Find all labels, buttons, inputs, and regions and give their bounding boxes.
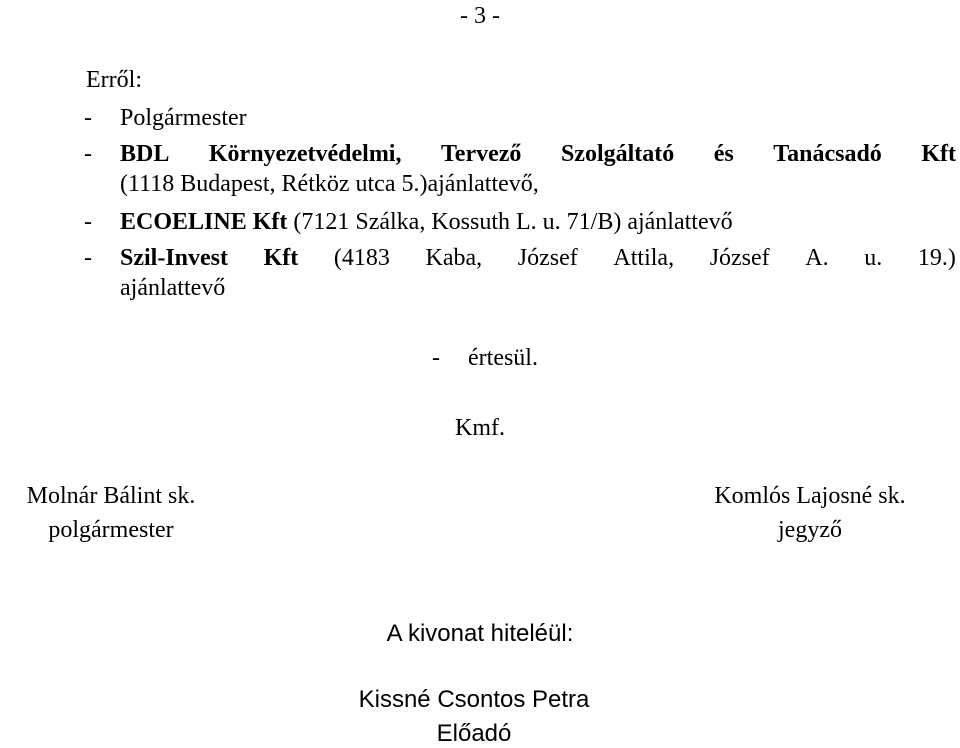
recipient-address: (7121 Szálka, Kossuth L. u. 71/B) ajánlattevő — [293, 209, 733, 235]
list-item — [0, 210, 960, 236]
certification-label: A kivonat hiteléül: — [386, 620, 574, 647]
recipient-address-part: József — [709, 245, 770, 271]
certification-title: Előadó — [436, 720, 512, 747]
recipient-address-part: u. — [864, 245, 883, 271]
list-bullet: - — [84, 245, 92, 271]
list-item — [0, 106, 960, 132]
recipient-address-part: 19.) — [917, 245, 956, 271]
list-item — [0, 246, 960, 272]
recipient-name: Polgármester — [120, 105, 247, 131]
notary-signature-name: Komlós Lajosné sk. — [714, 483, 906, 509]
recipient-address-part: A. — [805, 245, 829, 271]
recipient-address-part: (4183 — [333, 245, 390, 271]
list-bullet: - — [84, 209, 92, 235]
recipient-name-part: Környezetvédelmi, — [208, 141, 402, 167]
recipient-name-part: Szolgáltató — [560, 141, 675, 167]
recipient-address-part: Attila, — [613, 245, 675, 271]
kmf-label: Kmf. — [455, 415, 505, 441]
recipient-name-part: Szil-Invest — [120, 245, 228, 271]
list-item — [0, 142, 960, 168]
recipient-name-part: Tervező — [441, 141, 522, 167]
list-bullet: - — [84, 141, 92, 167]
recipient-address-continued: ajánlattevő — [120, 275, 226, 301]
certification-name: Kissné Csontos Petra — [358, 686, 590, 713]
recipient-line — [120, 210, 733, 234]
recipient-name: ECOELINE Kft — [120, 209, 288, 235]
list-bullet: - — [84, 105, 92, 131]
recipient-name-part: BDL — [120, 141, 170, 167]
recipient-name-part: Tanácsadó — [773, 141, 882, 167]
distribution-label: Erről: — [86, 67, 142, 93]
mayor-signature-name: Molnár Bálint sk. — [26, 483, 196, 509]
recipient-address: (1118 Budapest, Rétköz utca 5.)ajánlattevő, — [120, 171, 539, 197]
notify-text: értesül. — [468, 345, 538, 371]
page-number: - 3 - — [460, 3, 500, 29]
recipient-name-part: és — [713, 141, 734, 167]
mayor-signature-title: polgármester — [48, 517, 174, 543]
recipient-name-row — [120, 142, 956, 166]
notify-bullet: - — [432, 345, 440, 371]
recipient-line — [120, 246, 956, 270]
recipient-name-part: Kft — [921, 141, 956, 167]
notary-signature-title: jegyző — [778, 517, 842, 543]
recipient-name-part: Kft — [263, 245, 299, 271]
recipient-address-part: Kaba, — [425, 245, 483, 271]
recipient-address-part: József — [517, 245, 578, 271]
